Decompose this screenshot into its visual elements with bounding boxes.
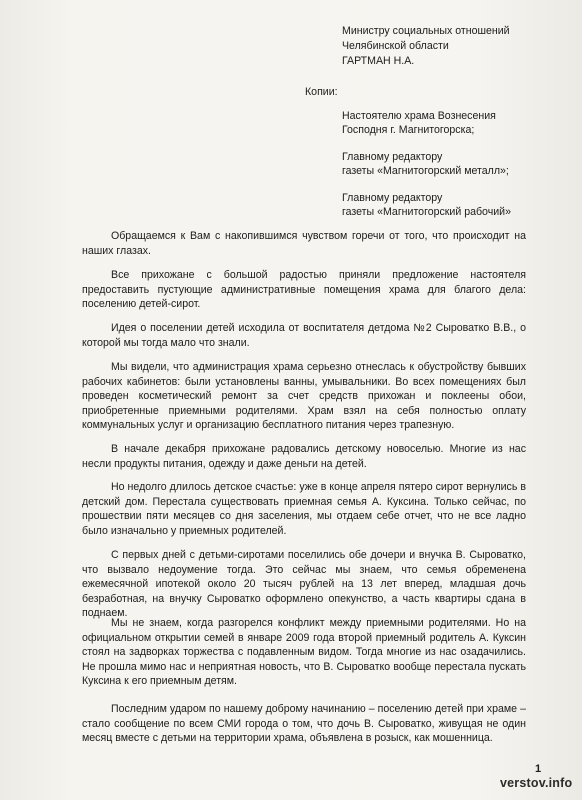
paragraph-7-block	[82, 548, 526, 621]
paragraph-5-block	[82, 442, 526, 471]
copy-1-line-1: Настоятелю храма Вознесения	[342, 110, 496, 122]
paragraph-8-block	[82, 616, 526, 689]
addressee-line-3: ГАРТМАН Н.А.	[342, 55, 415, 67]
copy-1-line-2: Господня г. Магнитогорска;	[342, 124, 475, 136]
paragraph-3: Идея о поселении детей исходила от воспитателя детдома №2 Сыроватко В.В., о которой мы тогда мало что знали.	[82, 322, 526, 349]
paragraph-2-block	[82, 268, 526, 312]
paragraph-6: Но недолго длилось детское счастье: уже в конце апреля пятеро сирот вернулись в детский дом. Перестала существовать приемная семья А. Куксина. Только сейчас, по прошествии пяти месяцев со дня заселения, мы отдаем себе отчет, что не все ладно было изначально у приемных родителей.	[82, 481, 526, 537]
copy-2-line-2: газеты «Магнитогорский металл»;	[342, 165, 509, 177]
paragraph-1-block	[82, 229, 526, 258]
copy-2-line-1: Главному редактору	[342, 151, 443, 163]
copy-3-line-2: газеты «Магнитогорский рабочий»	[342, 206, 511, 218]
copy-3-line-1: Главному редактору	[342, 192, 443, 204]
addressee-line-2: Челябинской области	[342, 40, 449, 52]
paragraph-9-block	[82, 702, 526, 746]
paragraph-5: В начале декабря прихожане радовались детскому новоселью. Многие из нас несли продукты питания, одежду и даже деньги на детей.	[82, 443, 526, 470]
page-number: 1	[535, 763, 542, 775]
paragraph-1: Обращаемся к Вам с накопившимся чувством горечи от того, что происходит на наших глазах.	[82, 230, 526, 257]
addressee-line-1: Министру социальных отношений	[342, 25, 510, 37]
paragraph-7: С первых дней с детьми-сиротами поселились обе дочери и внучка В. Сыроватко, что вызвало недоумение тогда. Это сейчас мы знаем, что семья обременена ежемесячной ипотекой около 20 тысяч рублей на 13 лет вперед, младшая дочь безработная, на внучку Сыроватко оформлено опекунство, а часть квартиры сдана в поднаем.	[82, 549, 526, 620]
paragraph-4: Мы видели, что администрация храма серьезно отнеслась к обустройству бывших рабочих кабинетов: были установлены ванны, умывальники. Во всех помещениях был проведен косметический ремонт за счет средств прихожан и поклеены обои, приобретенные приемными родителями. Храм взял на себя полностью оплату коммунальных услуг и организацию бесплатного питания через трапезную.	[82, 361, 526, 432]
paragraph-6-block	[82, 480, 526, 538]
paragraph-9: Последним ударом по нашему доброму начинанию – поселению детей при храме – стало сообщение по всем СМИ города о том, что дочь В. Сыроватко, живущая не один месяц вместе с детьми на территории храма, объявлена в розыск, как мошенница.	[82, 703, 526, 745]
paragraph-3-block	[82, 321, 526, 350]
paragraph-2: Все прихожане с большой радостью приняли предложение настоятеля предоставить пустующие административные помещения храма для благого дела: поселению детей-сирот.	[82, 269, 526, 311]
copies-label: Копии:	[305, 86, 338, 98]
paragraph-4-block	[82, 360, 526, 433]
watermark: verstov.info	[500, 776, 573, 790]
paragraph-8: Мы не знаем, когда разгорелся конфликт между приемными родителями. Но на официальном открытии семей в январе 2009 года второй приемный родитель А. Куксин стоял на задворках торжества с подавленным видом. Тогда многие из нас озадачились. Не прошла мимо нас и неприятная новость, что В. Сыроватко вообще перестала пускать Куксина к его приемным детям.	[82, 617, 526, 688]
